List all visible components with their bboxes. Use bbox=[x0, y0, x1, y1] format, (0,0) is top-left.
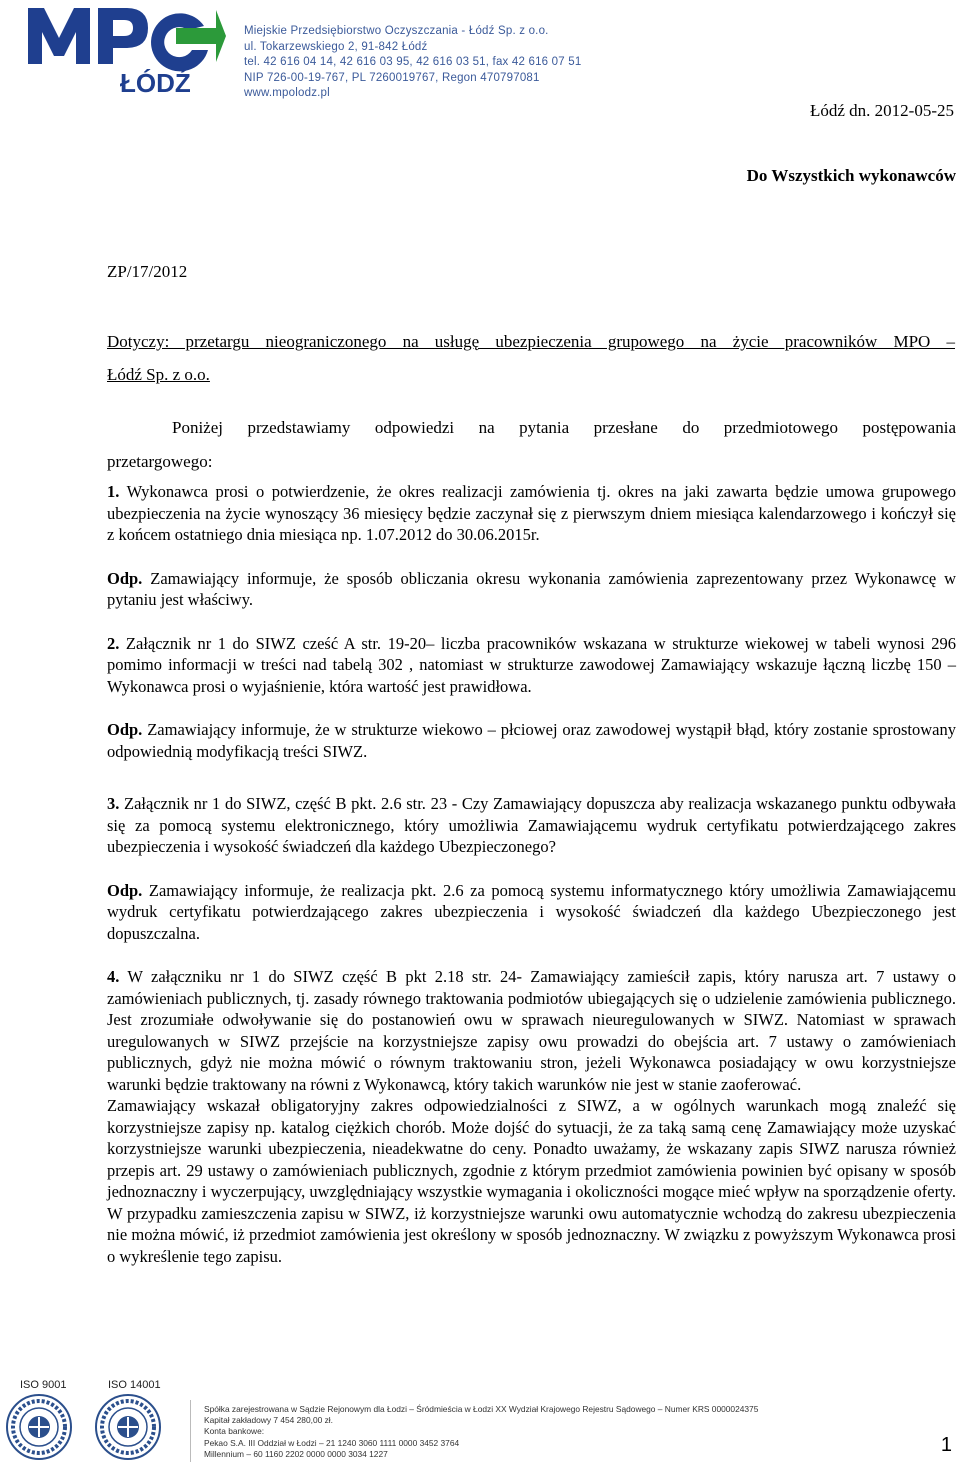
answer-text: Zamawiający informuje, że sposób obliczania okresu wykonania zamówienia zaprezentowany przez Wykonawcę w pytaniu jest właściwy. bbox=[107, 568, 956, 609]
question-4 bbox=[107, 966, 956, 1095]
answer-1 bbox=[107, 568, 956, 611]
question-1 bbox=[107, 481, 956, 546]
question-3 bbox=[107, 793, 956, 858]
question-number: 1. bbox=[107, 482, 120, 501]
page-number: 1 bbox=[940, 1434, 952, 1456]
reference-number: ZP/17/2012 bbox=[107, 262, 188, 281]
company-nip: NIP 726-00-19-767, PL 7260019767, Regon 470797081 bbox=[244, 71, 540, 84]
company-website[interactable]: www.mpolodz.pl bbox=[244, 87, 330, 100]
intro-line-1: Poniżej przedstawiamy odpowiedzi na pytania przesłane do przedmiotowego postępowania bbox=[172, 418, 956, 437]
chamber-seal-icon bbox=[5, 1393, 73, 1461]
question-text: Załącznik nr 1 do SIWZ cześć A str. 19-20– liczba pracowników wskazana w strukturze wiekowej w tabeli wynosi 296 pomimo informacji w treści nad tabelą 302 , natomiast w strukturze zawodowej Zamawiający wskazuje łączną liczbę 150 – Wykonawca prosi o wyjaśnienie, która wartość jest prawidłowa. bbox=[107, 633, 957, 696]
footer-divider bbox=[190, 1400, 191, 1462]
footer-line-millennium: Millennium – 60 1160 2202 0000 0000 3034 1227 bbox=[204, 1448, 388, 1459]
subject bbox=[107, 325, 955, 391]
company-address: ul. Tokarzewskiego 2, 91-842 Łódź bbox=[244, 40, 428, 53]
subject-line-1: Dotyczy: przetargu nieograniczonego na usługę ubezpieczenia grupowego na życie pracowników MPO – bbox=[107, 332, 955, 351]
question-number: 2. bbox=[107, 633, 120, 653]
company-name: Miejskie Przedsiębiorstwo Oczyszczania - Łódź Sp. z o.o. bbox=[244, 25, 549, 37]
footer-line-register: Spółka zarejestrowana w Sądzie Rejonowym dla Łodzi – Śródmieścia w Łodzi XX Wydział Krajowego Rejestru Sądowego – Numer KRS 0000024375 bbox=[204, 1404, 759, 1414]
chamber-seal-icon bbox=[94, 1393, 162, 1461]
question-4-continued: Zamawiający wskazał obligatoryjny zakres odpowiedzialności z SIWZ, a w ogólnych warunkach mogą znaleźć się korzystniejsze zapisy np. katalog ciężkich chorób. Może dojść do sytuacji, że za taką samą cenę Zamawiający może uzyskać korzystniejsze warunki ubezpieczenia, nieadekwatne do ceny. Ponadto uważamy, że wskazany zapis SIWZ narusza również przepis art. 29 ustawy o zamówieniach publicznych, zgodnie z którym przedmiot zamówienia powinien być opisany w sposób jednoznaczny i wyczerpujący, uwzględniający wszystkie wymagania i okoliczności mogące mieć wpływ na sporządzenie oferty. W przypadku zamieszczenia zapisu w SIWZ, iż korzystniejsze warunki owu automatycznie wchodzą do zakresu ubezpieczenia nie można mówić, iż przedmiot zamówienia jest określony w sposób jednoznaczny. W związku z powyższym Wykonawca prosi o wykreślenie tego zapisu. bbox=[107, 1096, 956, 1266]
footer-line-capital: Kapitał zakładowy 7 454 280,00 zł. bbox=[204, 1415, 333, 1426]
answer-2 bbox=[107, 719, 956, 762]
letter-date: Łódź dn. 2012-05-25 bbox=[809, 101, 954, 120]
addressee: Do Wszystkich wykonawców bbox=[746, 166, 956, 185]
answer-label: Odp. bbox=[107, 720, 143, 739]
company-phone: tel. 42 616 04 14, 42 616 03 95, 42 616 03 51, fax 42 616 07 51 bbox=[244, 56, 582, 69]
question-2 bbox=[107, 633, 956, 698]
answer-label: Odp. bbox=[107, 880, 143, 900]
question-text: W załączniku nr 1 do SIWZ część B pkt 2.18 str. 24- Zamawiający zamieścił zapis, który narusza art. 7 ustawy o zamówieniach publicznych, tj. zasady równego traktowania podmiotów ubiegających się o udzielenie zamówienia publicznego. Jest zrozumiałe odwoływanie się do postanowień owu w sprawach nieuregulowanych w SIWZ. Natomiast w sprawach uregulowanych w SIWZ przejście na korzystniejsze zapisy owu prowadzi do obejścia art. 7 ustawy o zamówieniach publicznych, gdyż nie można mówić o równym traktowaniu stron, jeżeli Wykonawca posiadający w owu korzystniejsze warunki będzie traktowany na równi z Wykonawcą, który takich warunków nie jest w stanie zaoferować. bbox=[107, 967, 957, 1094]
letter-body bbox=[107, 481, 956, 1267]
iso-14001-label: ISO 14001 bbox=[108, 1379, 161, 1391]
footer-line-accounts: Konta bankowe: bbox=[204, 1426, 265, 1437]
answer-text: Zamawiający informuje, że w strukturze wiekowo – płciowej oraz zawodowej wystąpił błąd, który zostanie sprostowany odpowiednią modyfikacją treści SIWZ. bbox=[107, 720, 957, 761]
footer-registration bbox=[204, 1404, 758, 1460]
company-info bbox=[244, 24, 581, 102]
mpo-logo bbox=[26, 6, 226, 98]
svg-text:ŁÓDŹ: ŁÓDŹ bbox=[120, 68, 191, 98]
question-number: 3. bbox=[107, 794, 120, 813]
answer-3 bbox=[107, 880, 956, 945]
answer-label: Odp. bbox=[107, 568, 143, 588]
footer-line-pekao: Pekao S.A. III Oddział w Łodzi – 21 1240 3060 1111 0000 3452 3764 bbox=[204, 1437, 460, 1448]
intro-line-2: przetargowego: bbox=[107, 452, 213, 471]
iso-9001-label: ISO 9001 bbox=[20, 1379, 67, 1391]
answer-text: Zamawiający informuje, że realizacja pkt. 2.6 za pomocą systemu informatycznego który umożliwia Zamawiającemu wydruk certyfikatu potwierdzającego zakres ubezpieczenia i wysokość świadczeń dla każdego Ubezpieczonego jest dopuszczalna. bbox=[107, 880, 956, 943]
question-number: 4. bbox=[107, 967, 120, 986]
question-text: Wykonawca prosi o potwierdzenie, że okres realizacji zamówienia tj. okres na jaki zawarta będzie umowa grupowego ubezpieczenia na życie wynoszący 36 miesięcy będzie zaczynał się z pierwszym dniem miesiąca kalendarzowego i kończył się z końcem ostatniego dnia miesiąca np. 1.07.2012 do 30.06.2015r. bbox=[107, 482, 956, 544]
subject-line-2: Łódź Sp. z o.o. bbox=[107, 365, 210, 384]
question-text: Załącznik nr 1 do SIWZ, część B pkt. 2.6 str. 23 - Czy Zamawiający dopuszcza aby realizacja wskazanego punktu odbywała się za pomocą systemu elektronicznego, który umożliwia Zamawiającemu wydruk certyfikatu potwierdzającego zakres ubezpieczenia i wysokość świadczeń dla każdego Ubezpieczonego? bbox=[107, 794, 957, 856]
